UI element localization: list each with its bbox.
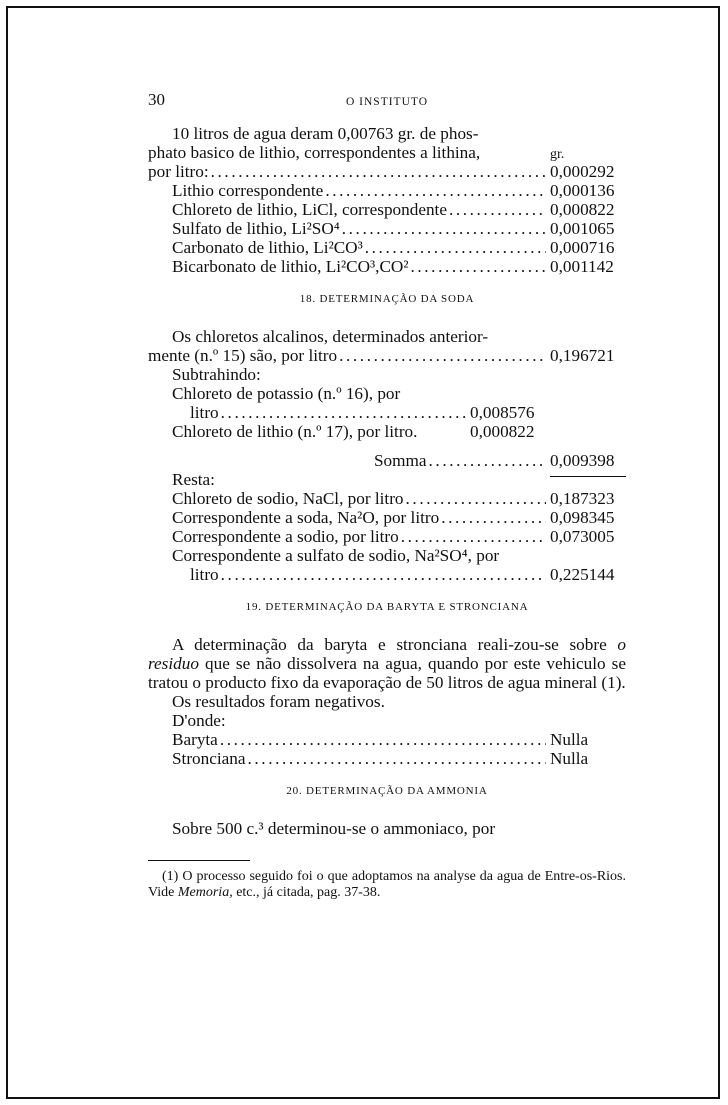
section-heading-19: 19. DETERMINAÇÃO DA BARYTA E STRONCIANA xyxy=(245,601,529,613)
running-header xyxy=(148,90,626,112)
row-value: Nulla xyxy=(550,730,589,749)
row-label: litro xyxy=(190,565,219,584)
soda-intro-line-1 xyxy=(148,327,626,346)
row-label: por litro: xyxy=(148,162,209,181)
lithio-row xyxy=(148,238,626,257)
row-value: 0,000716 xyxy=(550,238,615,257)
row-value: 0,225144 xyxy=(550,565,615,584)
lithio-row xyxy=(148,200,626,219)
row-value: 0,196721 xyxy=(550,346,615,365)
row-label: Lithio correspondente xyxy=(172,181,324,200)
lithio-row xyxy=(148,257,626,276)
baryta-block xyxy=(148,635,626,768)
leader-dots xyxy=(449,200,546,219)
row-label: Chloreto de lithio (n.º 17), por litro. xyxy=(172,422,418,441)
row-label: Sulfato de lithio, Li²SO⁴ xyxy=(172,219,340,238)
row-value: 0,000292 xyxy=(550,162,615,181)
leader-dots xyxy=(221,403,468,422)
para-italic: o residuo xyxy=(148,635,626,673)
leader-dots xyxy=(221,565,546,584)
baryta-paragraph xyxy=(148,635,626,692)
footnote xyxy=(148,869,626,901)
row-label: Bicarbonato de lithio, Li²CO³,CO² xyxy=(172,257,409,276)
leader-dots xyxy=(429,451,546,470)
leader-dots xyxy=(211,162,546,181)
row-label: Correspondente a sodio, por litro xyxy=(172,527,399,546)
footnote-rule xyxy=(148,860,250,861)
leader-dots xyxy=(220,730,546,749)
unit-label: gr. xyxy=(550,147,565,162)
somma-value: 0,009398 xyxy=(550,451,615,470)
ammonia-line: Sobre 500 c.³ determinou-se o ammoniaco, por xyxy=(172,819,496,838)
leader-dots xyxy=(441,508,546,527)
row-label: Chloreto de lithio, LiCl, correspondente xyxy=(172,200,447,219)
potassio-text-1: Chloreto de potassio (n.º 16), por xyxy=(172,384,401,403)
lithio-block xyxy=(148,124,626,276)
row-value: 0,187323 xyxy=(550,489,615,508)
lithio-intro-line-1 xyxy=(148,124,626,143)
sub-value: 0,008576 xyxy=(470,403,535,422)
row-label: Chloreto de sodio, NaCl, por litro xyxy=(172,489,404,508)
para-text-1: A determinação da baryta e stronciana reali-zou-se sobre xyxy=(172,635,618,654)
somma-label: Somma xyxy=(374,451,427,470)
soda-intro-text-1: Os chloretos alcalinos, determinados anterior- xyxy=(172,327,489,346)
somma-line xyxy=(148,451,626,470)
subtrahindo-text: Subtrahindo: xyxy=(172,365,261,384)
results-line: Os resultados foram negativos. xyxy=(172,692,385,711)
running-title: O INSTITUTO xyxy=(345,96,429,108)
sulfato-line-2 xyxy=(148,565,626,584)
page-number: 30 xyxy=(148,90,165,109)
leader-dots xyxy=(342,219,546,238)
section-heading-18: 18. DETERMINAÇÃO DA SODA xyxy=(299,293,475,305)
soda-row xyxy=(148,489,626,508)
leader-dots xyxy=(401,527,546,546)
row-value: 0,000136 xyxy=(550,181,615,200)
soda-intro-line-2 xyxy=(148,346,626,365)
soda-block xyxy=(148,327,626,584)
row-value: Nulla xyxy=(550,749,589,768)
leader-dots xyxy=(339,346,546,365)
lithio-row xyxy=(148,181,626,200)
lithio-intro-text-2: phato basico de lithio, correspondentes a lithina, xyxy=(148,143,481,162)
leader-dots xyxy=(248,749,546,768)
potassio-line-2 xyxy=(148,403,626,422)
footnote-italic: Memoria, xyxy=(177,885,233,900)
footnote-text-2: etc., já citada, pag. 37-38. xyxy=(232,885,381,900)
row-label: litro xyxy=(190,403,219,422)
document-page xyxy=(148,90,626,901)
sub-value: 0,000822 xyxy=(470,422,535,441)
baryta-row xyxy=(148,730,626,749)
para-text-2: que se não dissolvera na agua, quando por este vehiculo se tratou o producto fixo da evaporação de 50 litros de agua mineral (1). xyxy=(148,654,626,692)
lithio-intro-text-1: 10 litros de agua deram 0,00763 gr. de phos- xyxy=(172,124,479,143)
subtraction-rule xyxy=(550,476,626,477)
sulfato-text-1: Correspondente a sulfato de sodio, Na²SO⁴, por xyxy=(172,546,500,565)
sulfato-line-1 xyxy=(148,546,626,565)
section-heading-20: 20. DETERMINAÇÃO DA AMMONIA xyxy=(286,785,488,797)
potassio-line-1 xyxy=(148,384,626,403)
baryta-row xyxy=(148,749,626,768)
donde-line: D'onde: xyxy=(172,711,226,730)
soda-row xyxy=(148,527,626,546)
row-label: Correspondente a soda, Na²O, por litro xyxy=(172,508,440,527)
lithio-sub-line xyxy=(148,422,626,441)
leader-dots xyxy=(365,238,546,257)
row-label: Baryta xyxy=(172,730,218,749)
leader-dots xyxy=(410,257,546,276)
row-label: mente (n.º 15) são, por litro xyxy=(148,346,338,365)
leader-dots xyxy=(406,489,546,508)
lithio-intro-line-2 xyxy=(148,143,626,162)
leader-dots xyxy=(325,181,546,200)
lithio-row xyxy=(148,219,626,238)
resta-text: Resta: xyxy=(172,470,215,489)
row-value: 0,001065 xyxy=(550,219,615,238)
soda-row xyxy=(148,508,626,527)
row-label: Stronciana xyxy=(172,749,246,768)
row-value: 0,098345 xyxy=(550,508,615,527)
subtrahindo-line xyxy=(148,365,626,384)
footnote-text-1: (1) O processo seguido foi o que adoptamos na analyse da agua de Entre-os-Rios. Vide xyxy=(148,869,626,900)
resta-line xyxy=(148,470,626,489)
lithio-row xyxy=(148,162,626,181)
row-value: 0,001142 xyxy=(550,257,614,276)
row-value: 0,073005 xyxy=(550,527,615,546)
row-label: Carbonato de lithio, Li²CO³ xyxy=(172,238,363,257)
row-value: 0,000822 xyxy=(550,200,615,219)
